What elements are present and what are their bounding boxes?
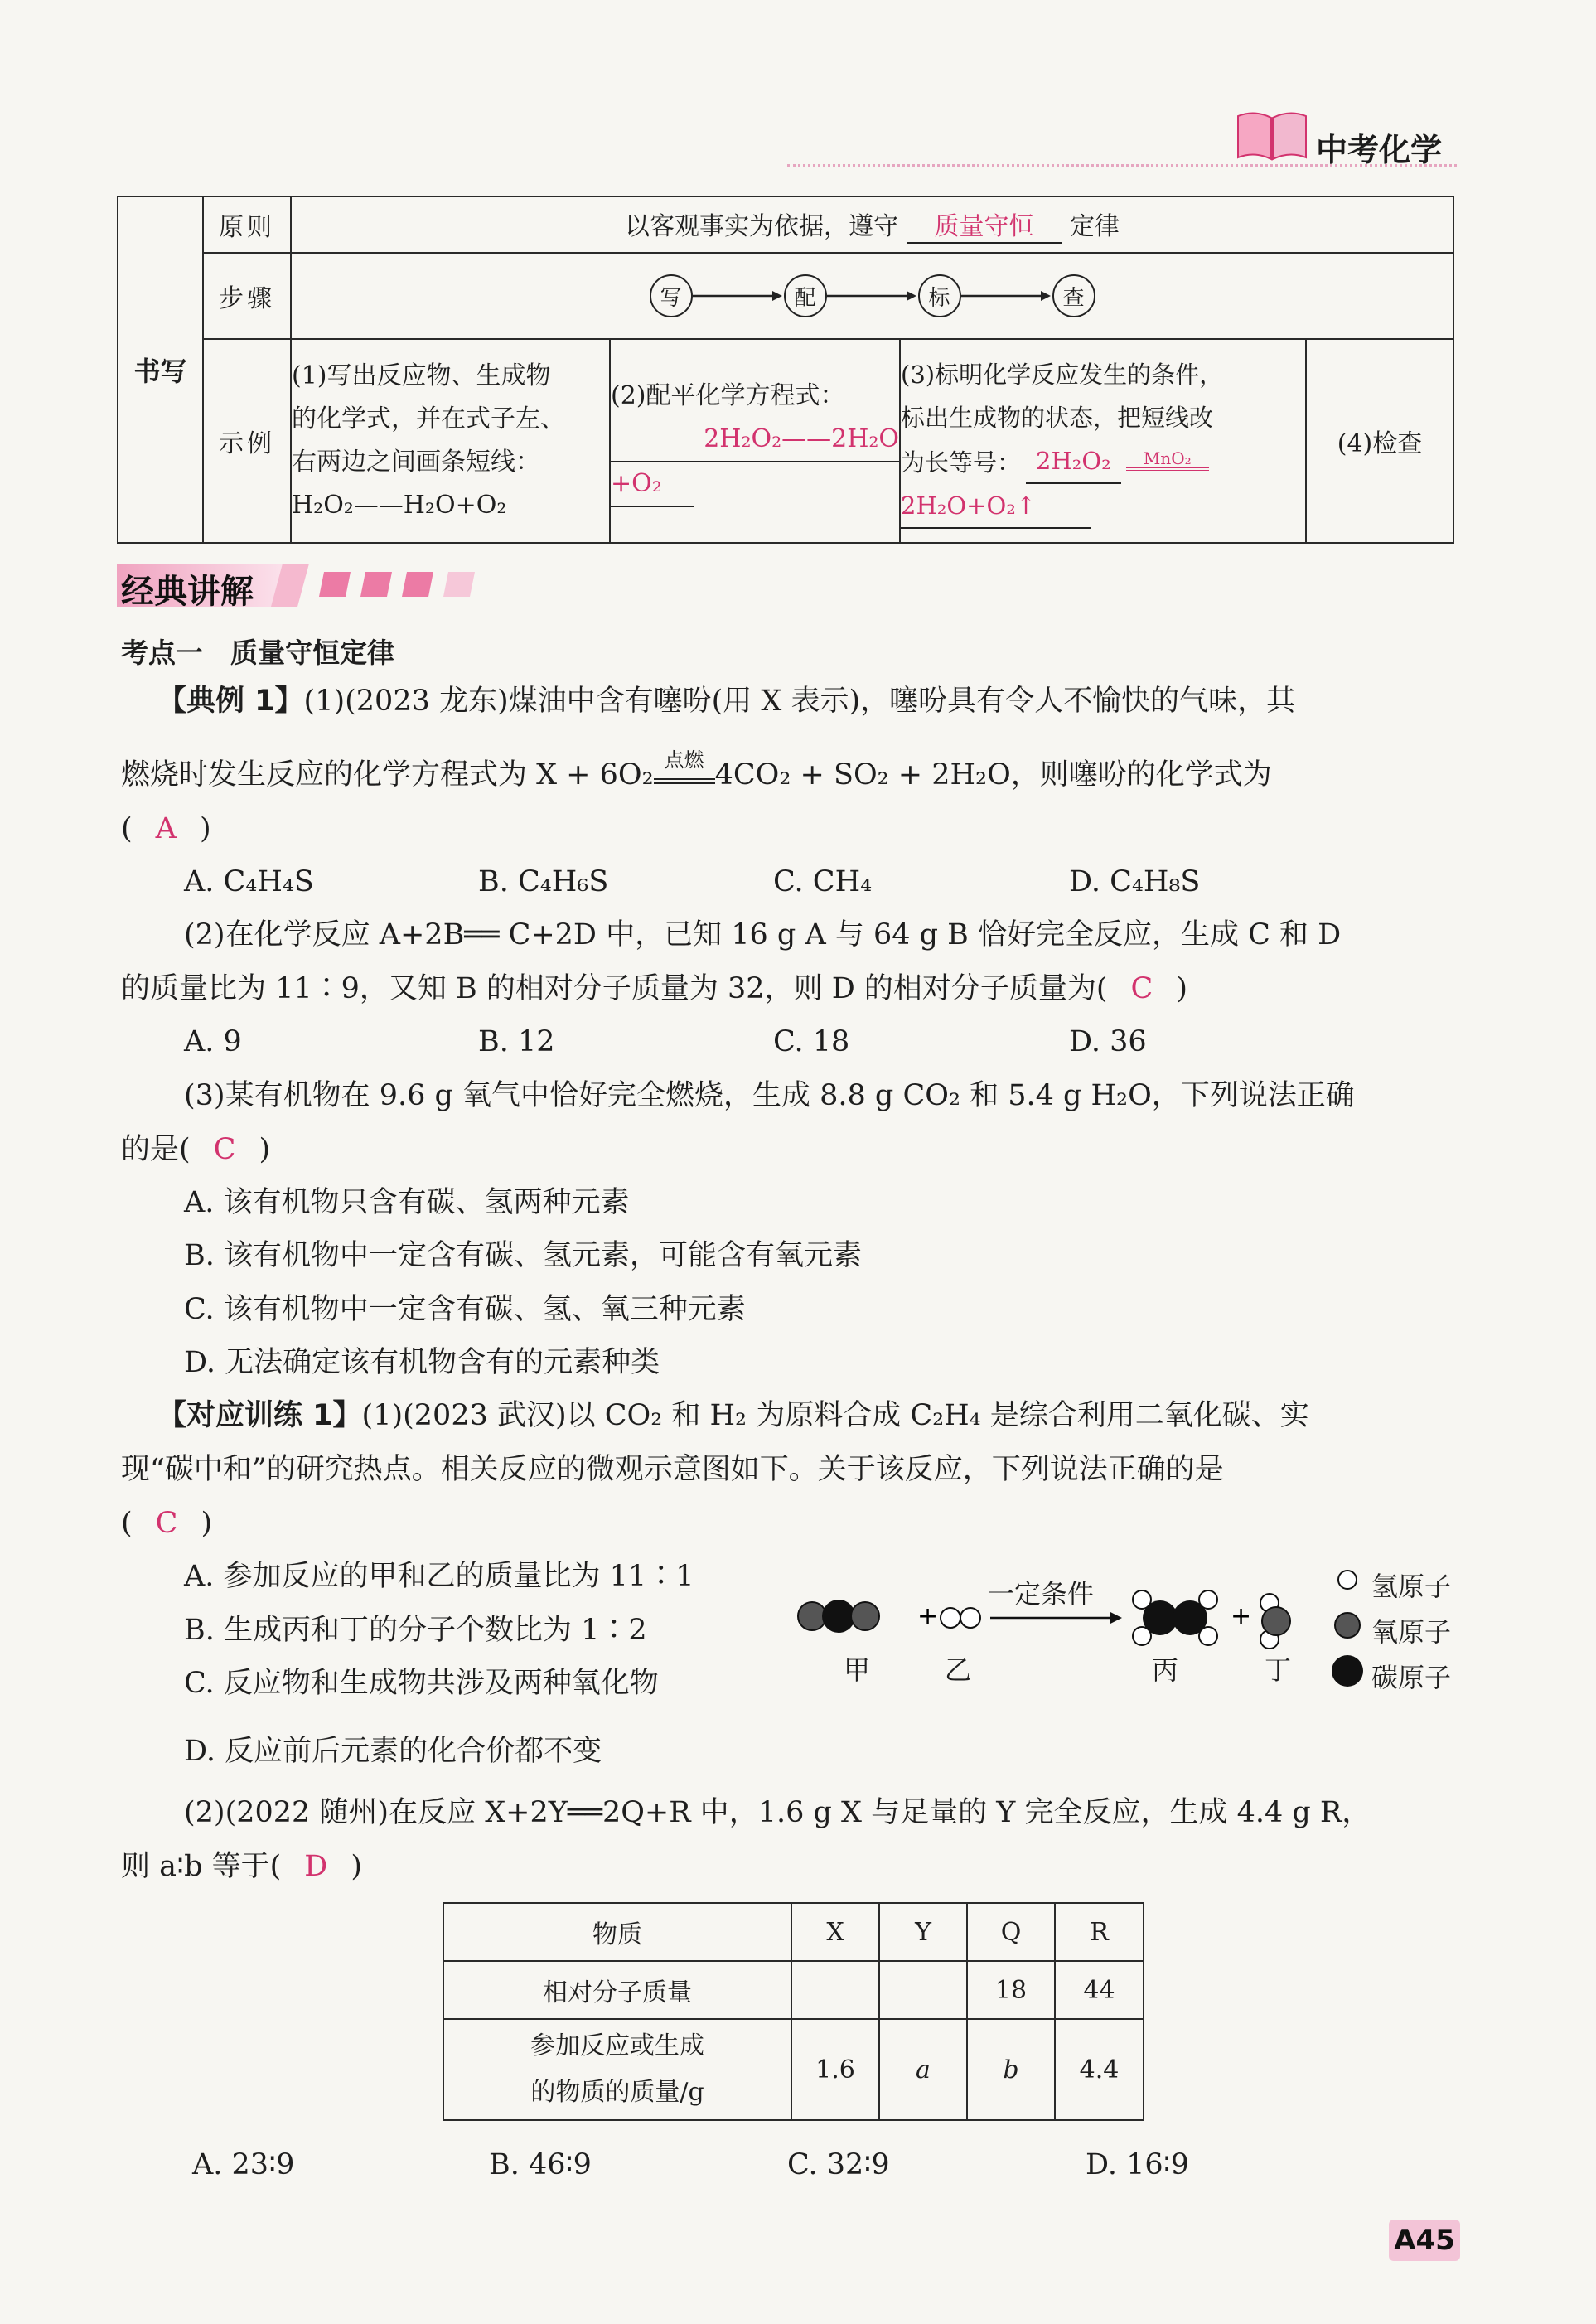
row-group-label: 书写 xyxy=(118,196,203,543)
table-header: R xyxy=(1055,1903,1144,1961)
principle-answer: 质量守恒 xyxy=(907,206,1062,244)
ex1-q3-option-c: C. 该有机物中一定含有碳、氢、氧三种元素 xyxy=(184,1293,746,1326)
steps-label: 步骤 xyxy=(203,253,291,339)
train1-q2-option-c: C. 32∶9 xyxy=(787,2148,890,2181)
table-cell: 的物质的质量/g xyxy=(530,2078,704,2107)
train1-q2-line2: 则 a∶b 等于( D ) xyxy=(121,1850,363,1883)
example-col2-intro: (2)配平化学方程式： xyxy=(611,381,845,410)
train1-q2-option-b: B. 46∶9 xyxy=(489,2148,592,2181)
legend-carbon: 碳原子 xyxy=(1371,1662,1452,1693)
table-cell xyxy=(791,1961,879,2019)
steps-flow xyxy=(292,274,1453,317)
table-header: Q xyxy=(967,1903,1055,1961)
ex1-q3-line1: (3)某有机物在 9.6 g 氧气中恰好完全燃烧，生成 8.8 g CO₂ 和 5.4 g H₂O，下列说法正确 xyxy=(184,1079,1355,1112)
principle-label: 原则 xyxy=(203,196,291,253)
table-header: Y xyxy=(879,1903,967,1961)
example-col3 xyxy=(900,339,1306,543)
molecule-yi-h2 xyxy=(941,1608,980,1628)
ex1-q1-answer: A xyxy=(155,812,177,845)
ex1-q1-option-d: D. C₄H₈S xyxy=(1069,865,1201,898)
mass-table xyxy=(443,1902,1144,2121)
ex1-q3-option-d: D. 无法确定该有机物含有的元素种类 xyxy=(184,1346,660,1379)
principle-cell xyxy=(291,196,1453,253)
train1-q2-answer: D xyxy=(304,1850,328,1883)
ex1-q2-line2: 的质量比为 11∶9，又知 B 的相对分子质量为 32，则 D 的相对分子质量为( C ) xyxy=(121,972,1187,1005)
table-cell: 参加反应或生成 xyxy=(530,2031,704,2060)
ex1-q1-option-a: A. C₄H₄S xyxy=(184,865,314,898)
example-col1-line: 右两边之间画条短线： xyxy=(292,448,540,477)
train1-tag: 【对应训练 1】 xyxy=(157,1399,362,1432)
train1-q1-option-d: D. 反应前后元素的化合价都不变 xyxy=(184,1735,602,1768)
arrow-right-icon xyxy=(827,288,918,304)
step-check: 查 xyxy=(1052,274,1095,317)
ex1-q1-option-c: C. CH₄ xyxy=(773,865,873,898)
ex1-q3-option-b: B. 该有机物中一定含有碳、氢元素，可能含有氧元素 xyxy=(184,1239,862,1272)
example-col2-answer-tail: +O₂ xyxy=(611,462,694,507)
example-col1-line: H₂O₂——H₂O+O₂ xyxy=(292,491,507,520)
table-header: 物质 xyxy=(443,1903,791,1961)
topic-title: 考点一 质量守恒定律 xyxy=(121,637,394,669)
example-col1 xyxy=(291,339,610,543)
train1-q1-option-c: C. 反应物和生成物共涉及两种氧化物 xyxy=(184,1667,659,1700)
plus-sign: + xyxy=(1231,1602,1252,1631)
step-mark: 标 xyxy=(918,274,961,317)
example-col4: (4)检查 xyxy=(1306,339,1453,543)
example-col2 xyxy=(610,339,900,543)
ex1-q2-option-d: D. 36 xyxy=(1069,1025,1147,1058)
reaction-condition-label: 一定条件 xyxy=(988,1578,1095,1610)
example-col1-line: 的化学式，并在式子左、 xyxy=(292,404,565,433)
ex1-q1-option-b: B. C₄H₆S xyxy=(478,865,609,898)
principle-text-before: 以客观事实为依据，遵守 xyxy=(624,212,898,241)
label-jia: 甲 xyxy=(844,1654,871,1686)
ex1-q2-text: 的质量比为 11∶9，又知 B 的相对分子质量为 32，则 D 的相对分子质量为( xyxy=(121,972,1108,1005)
ex1-q1-line1 xyxy=(157,685,1295,718)
condition-ignite: 点燃 xyxy=(664,748,704,772)
legend-oxygen: 氧原子 xyxy=(1371,1616,1452,1648)
ex1-q1-text: (1)(2023 龙东)煤油中含有噻吩(用 X 表示)，噻吩具有令人不愉快的气味，其 xyxy=(303,685,1296,718)
arrow-right-icon xyxy=(961,288,1052,304)
ex1-q1-eq-left: 燃烧时发生反应的化学方程式为 X + 6O₂ xyxy=(121,758,654,792)
label-ding: 丁 xyxy=(1265,1654,1292,1686)
hydrogen-atom-icon xyxy=(1338,1571,1357,1589)
ex1-q2-option-b: B. 12 xyxy=(478,1025,555,1058)
train1-q2-line1: (2)(2022 随州)在反应 X+2Y══2Q+R 中，1.6 g X 与足量的 Y 完全反应，生成 4.4 g R， xyxy=(184,1796,1371,1829)
ex1-q2-option-a: A. 9 xyxy=(184,1025,242,1058)
ex1-q3-answer: C xyxy=(213,1133,236,1166)
label-yi: 乙 xyxy=(945,1654,972,1686)
example-col3-line: 为长等号： xyxy=(901,448,1022,477)
table-cell: 44 xyxy=(1055,1961,1144,2019)
table-cell: 18 xyxy=(967,1961,1055,2019)
table-cell: 相对分子质量 xyxy=(443,1961,791,2019)
ex1-q1-answer-line: ( A ) xyxy=(121,812,211,845)
ex1-q1-eq-sign xyxy=(654,748,715,784)
section-title: 经典讲解 xyxy=(121,573,254,611)
molecule-bing-c2h4 xyxy=(1133,1590,1217,1645)
plus-sign: + xyxy=(917,1602,939,1631)
ex1-q3-option-a: A. 该有机物只含有碳、氢两种元素 xyxy=(184,1186,630,1219)
writing-rules-table xyxy=(117,196,1454,544)
train1-q2-option-d: D. 16∶9 xyxy=(1086,2148,1189,2181)
train1-q1-answer-line: ( C ) xyxy=(121,1507,213,1540)
train1-q1-option-a: A. 参加反应的甲和乙的质量比为 11∶1 xyxy=(184,1560,694,1593)
label-bing: 丙 xyxy=(1152,1654,1179,1686)
legend xyxy=(1332,1571,1363,1687)
step-balance: 配 xyxy=(784,274,827,317)
ex1-q2-option-c: C. 18 xyxy=(773,1025,850,1058)
example-label: 示例 xyxy=(203,339,291,543)
header-title: 中考化学 xyxy=(1316,132,1443,168)
example-col3-line: (3)标明化学反应发生的条件， xyxy=(901,361,1224,389)
table-cell: a xyxy=(879,2019,967,2120)
page-number: A45 xyxy=(1389,2220,1460,2261)
example-col1-line: (1)写出反应物、生成物 xyxy=(292,361,551,390)
example-col2-answer: 2H₂O₂——2H₂O xyxy=(611,418,899,462)
example-col3-equation xyxy=(901,439,1305,484)
ex1-q2-line1: (2)在化学反应 A+2B══ C+2D 中，已知 16 g A 与 64 g B 恰好完全反应，生成 C 和 D xyxy=(184,918,1342,951)
principle-text-after: 定律 xyxy=(1070,212,1120,241)
table-cell: b xyxy=(967,2019,1055,2120)
train1-q1-line1 xyxy=(157,1399,1309,1432)
train1-q1-option-b: B. 生成丙和丁的分子个数比为 1∶2 xyxy=(184,1614,647,1647)
catalyst-label: MnO₂ xyxy=(1126,449,1209,471)
train1-q1-text: (1)(2023 武汉)以 CO₂ 和 H₂ 为原料合成 C₂H₄ 是综合利用二氧化碳、实 xyxy=(361,1399,1309,1432)
example-col3-answer-tail: 2H₂O+O₂↑ xyxy=(901,484,1091,529)
train1-q1-line2: 现“碳中和”的研究热点。相关反应的微观示意图如下。关于该反应，下列说法正确的是 xyxy=(121,1453,1224,1486)
ex1-q3-text: 的是( xyxy=(121,1133,191,1166)
ex1-q2-answer: C xyxy=(1130,972,1153,1005)
ex1-q1-line2 xyxy=(121,748,1272,792)
carbon-atom-icon xyxy=(1332,1655,1363,1687)
arrow-right-icon xyxy=(693,288,784,304)
ex1-tag: 【典例 1】 xyxy=(157,685,304,718)
example-col3-answer: 2H₂O₂ xyxy=(1026,439,1121,484)
example-col3-line: 标出生成物的状态，把短线改 xyxy=(901,404,1214,432)
molecule-jia-co2 xyxy=(798,1600,879,1633)
legend-hydrogen: 氢原子 xyxy=(1371,1571,1452,1602)
table-cell: 1.6 xyxy=(791,2019,879,2120)
table-cell xyxy=(879,1961,967,2019)
ex1-q3-line2: 的是( C ) xyxy=(121,1133,271,1166)
train1-q2-option-a: A. 23∶9 xyxy=(192,2148,295,2181)
step-write: 写 xyxy=(650,274,693,317)
train1-q1-answer: C xyxy=(155,1507,178,1540)
molecule-ding-h2o xyxy=(1260,1594,1290,1649)
arrow-head-icon xyxy=(1110,1612,1122,1624)
ex1-q1-eq-right: 4CO₂ + SO₂ + 2H₂O，则噻吩的化学式为 xyxy=(714,758,1272,792)
table-header: X xyxy=(791,1903,879,1961)
steps-cell xyxy=(291,253,1453,339)
book-icon xyxy=(1235,108,1309,162)
table-cell: 4.4 xyxy=(1055,2019,1144,2120)
train1-q2-text: 则 a∶b 等于( xyxy=(121,1850,282,1883)
table-row2-label xyxy=(443,2019,791,2120)
oxygen-atom-icon xyxy=(1335,1613,1360,1638)
